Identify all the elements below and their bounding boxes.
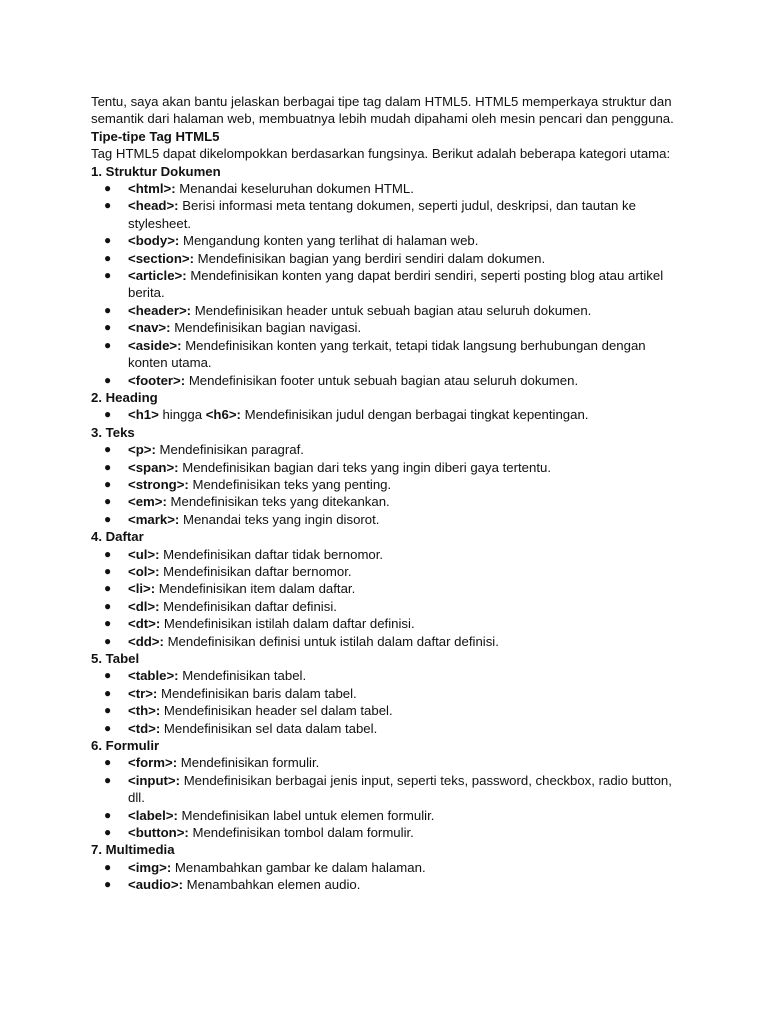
list-item: [91, 807, 681, 824]
tag-description: Mendefinisikan header sel dalam tabel.: [160, 703, 393, 719]
tag-name: <body>:: [128, 233, 180, 249]
list-item: [91, 633, 681, 650]
bullet-icon: ●: [104, 476, 112, 491]
bullet-icon: ●: [104, 859, 112, 874]
tag-name: <mark>:: [128, 511, 180, 527]
bullet-icon: ●: [104, 442, 112, 457]
tag-connector: hingga: [158, 407, 206, 423]
types-intro-paragraph: Tag HTML5 dapat dikelompokkan berdasarkan fungsinya. Berikut adalah beberapa kategori utama:: [91, 146, 671, 162]
tag-description: Mendefinisikan label untuk elemen formulir.: [177, 807, 435, 823]
list-item: [91, 476, 681, 493]
list-item: [91, 406, 681, 423]
bullet-icon: ●: [104, 268, 112, 283]
bullet-icon: ●: [104, 685, 112, 700]
list-item: [91, 720, 681, 737]
bullet-list: [91, 180, 681, 389]
tag-name: <h6>:: [205, 407, 241, 423]
section-heading: 2. Heading: [91, 389, 158, 405]
bullet-icon: ●: [104, 337, 112, 352]
tag-name: <ol>:: [128, 563, 160, 579]
bullet-list: [91, 754, 681, 841]
bullet-icon: ●: [104, 877, 112, 892]
tag-description: Mendefinisikan konten yang terkait, tetapi tidak langsung berhubungan dengan konten utama.: [128, 337, 646, 371]
list-item: [91, 302, 681, 319]
list-item: [91, 267, 681, 302]
list-item: [91, 180, 681, 197]
tag-name: <head>:: [128, 198, 179, 214]
bullet-icon: ●: [104, 494, 112, 509]
tag-name: <article>:: [128, 268, 187, 284]
tag-name: <input>:: [128, 772, 181, 788]
tag-name: <p>:: [128, 442, 156, 458]
tag-description: Menandai keseluruhan dokumen HTML.: [175, 181, 414, 197]
tag-description: Mendefinisikan bagian navigasi.: [170, 320, 362, 336]
tag-description: Mendefinisikan header untuk sebuah bagian atau seluruh dokumen.: [191, 302, 592, 318]
tag-description: Mendefinisikan teks yang ditekankan.: [166, 494, 390, 510]
list-item: [91, 615, 681, 632]
tag-description: Mendefinisikan bagian dari teks yang ingin diberi gaya tertentu.: [178, 459, 551, 475]
intro-paragraph: Tentu, saya akan bantu jelaskan berbagai tipe tag dalam HTML5. HTML5 memperkaya struktur dan semantik dari halaman web, membuatnya lebih mudah dipahami oleh mesin pencari dan pengguna.: [91, 94, 674, 127]
bullet-icon: ●: [104, 372, 112, 387]
bullet-icon: ●: [104, 563, 112, 578]
tag-description: Berisi informasi meta tentang dokumen, seperti judul, deskripsi, dan tautan ke stylesheet.: [128, 198, 636, 231]
section-heading: 7. Multimedia: [91, 842, 175, 858]
list-item: [91, 337, 681, 372]
tag-description: Mendefinisikan definisi untuk istilah dalam daftar definisi.: [163, 633, 499, 649]
list-item: [91, 667, 681, 684]
list-item: [91, 598, 681, 615]
types-heading: Tipe-tipe Tag HTML5: [91, 128, 220, 144]
bullet-icon: ●: [104, 581, 112, 596]
bullet-icon: ●: [104, 320, 112, 335]
tag-name: <dt>:: [128, 616, 161, 632]
bullet-list: [91, 441, 681, 528]
tag-description: Mendefinisikan konten yang dapat berdiri sendiri, seperti posting blog atau artikel berita.: [128, 268, 664, 301]
list-item: [91, 372, 681, 389]
bullet-list: [91, 667, 681, 737]
section-heading: 6. Formulir: [91, 738, 160, 754]
tag-name: <ul>:: [128, 546, 160, 562]
tag-name: <button>:: [128, 825, 189, 841]
tag-description: Mendefinisikan berbagai jenis input, seperti teks, password, checkbox, radio button, dll.: [128, 772, 672, 806]
tag-description: Mendefinisikan tombol dalam formulir.: [188, 825, 414, 841]
list-item: [91, 580, 681, 597]
tag-name: <th>:: [128, 703, 161, 719]
tag-description: Mendefinisikan baris dalam tabel.: [157, 685, 357, 701]
bullet-icon: ●: [104, 807, 112, 822]
tag-name: <label>:: [128, 807, 178, 823]
bullet-icon: ●: [104, 302, 112, 317]
bullet-icon: ●: [104, 703, 112, 718]
tag-description: Menandai teks yang ingin disorot.: [179, 511, 380, 527]
document-body: [91, 93, 681, 894]
tag-description: Mendefinisikan teks yang penting.: [188, 476, 392, 492]
list-item: [91, 250, 681, 267]
bullet-icon: ●: [104, 546, 112, 561]
section-heading: 5. Tabel: [91, 651, 140, 666]
bullet-icon: ●: [104, 616, 112, 631]
list-item: [91, 563, 681, 580]
tag-name: <html>:: [128, 181, 176, 197]
bullet-icon: ●: [104, 459, 112, 474]
list-item: [91, 876, 681, 893]
tag-name: <footer>:: [128, 372, 186, 388]
tag-name: <tr>:: [128, 685, 158, 701]
tag-name: <li>:: [128, 581, 156, 597]
section-heading: 3. Teks: [91, 424, 135, 440]
section-list: [91, 163, 681, 894]
list-item: [91, 319, 681, 336]
tag-description: Mendefinisikan tabel.: [178, 668, 307, 684]
list-item: [91, 493, 681, 510]
bullet-icon: ●: [104, 198, 112, 213]
bullet-icon: ●: [104, 772, 112, 787]
list-item: [91, 685, 681, 702]
bullet-icon: ●: [104, 250, 112, 265]
tag-description: Mendefinisikan footer untuk sebuah bagian atau seluruh dokumen.: [185, 372, 579, 388]
tag-description: Mendefinisikan sel data dalam tabel.: [160, 720, 378, 736]
bullet-list: [91, 406, 681, 423]
tag-name: <img>:: [128, 859, 172, 875]
tag-name: <em>:: [128, 494, 167, 510]
tag-description: Mengandung konten yang terlihat di halaman web.: [179, 233, 479, 249]
list-item: [91, 511, 681, 528]
tag-description: Mendefinisikan formulir.: [177, 755, 320, 771]
tag-name: <section>:: [128, 250, 194, 266]
list-item: [91, 702, 681, 719]
tag-description: Mendefinisikan daftar bernomor.: [159, 563, 352, 579]
tag-description: Mendefinisikan istilah dalam daftar definisi.: [160, 616, 415, 632]
list-item: [91, 824, 681, 841]
tag-name: <td>:: [128, 720, 161, 736]
tag-description: Mendefinisikan bagian yang berdiri sendiri dalam dokumen.: [193, 250, 546, 266]
tag-name: <table>:: [128, 668, 179, 684]
tag-description: Menambahkan elemen audio.: [182, 877, 361, 893]
list-item: [91, 546, 681, 563]
list-item: [91, 754, 681, 771]
bullet-icon: ●: [104, 598, 112, 613]
bullet-icon: ●: [104, 407, 112, 422]
tag-name: <aside>:: [128, 337, 182, 353]
list-item: [91, 859, 681, 876]
tag-description: Mendefinisikan paragraf.: [155, 442, 304, 458]
section-heading: 4. Daftar: [91, 529, 144, 545]
bullet-icon: ●: [104, 233, 112, 248]
tag-name: <form>:: [128, 755, 178, 771]
tag-name: <dd>:: [128, 633, 164, 649]
tag-description: Mendefinisikan daftar definisi.: [159, 598, 337, 614]
bullet-list: [91, 859, 681, 894]
bullet-icon: ●: [104, 755, 112, 770]
tag-description: Mendefinisikan item dalam daftar.: [155, 581, 356, 597]
tag-name: <audio>:: [128, 877, 183, 893]
bullet-icon: ●: [104, 825, 112, 840]
bullet-icon: ●: [104, 720, 112, 735]
list-item: [91, 197, 681, 232]
tag-name: <h1>: [128, 407, 159, 423]
bullet-icon: ●: [104, 511, 112, 526]
tag-name: <dl>:: [128, 598, 160, 614]
tag-name: <header>:: [128, 302, 192, 318]
tag-name: <nav>:: [128, 320, 171, 336]
list-item: [91, 459, 681, 476]
tag-name: <span>:: [128, 459, 179, 475]
bullet-icon: ●: [104, 633, 112, 648]
list-item: [91, 772, 681, 807]
tag-description: Mendefinisikan daftar tidak bernomor.: [159, 546, 384, 562]
tag-name: <strong>:: [128, 476, 189, 492]
list-item: [91, 441, 681, 458]
bullet-icon: ●: [104, 668, 112, 683]
list-item: [91, 232, 681, 249]
bullet-list: [91, 546, 681, 650]
tag-description: Menambahkan gambar ke dalam halaman.: [171, 859, 426, 875]
tag-description: Mendefinisikan judul dengan berbagai tingkat kepentingan.: [240, 407, 589, 423]
section-heading: 1. Struktur Dokumen: [91, 163, 221, 179]
bullet-icon: ●: [104, 181, 112, 196]
